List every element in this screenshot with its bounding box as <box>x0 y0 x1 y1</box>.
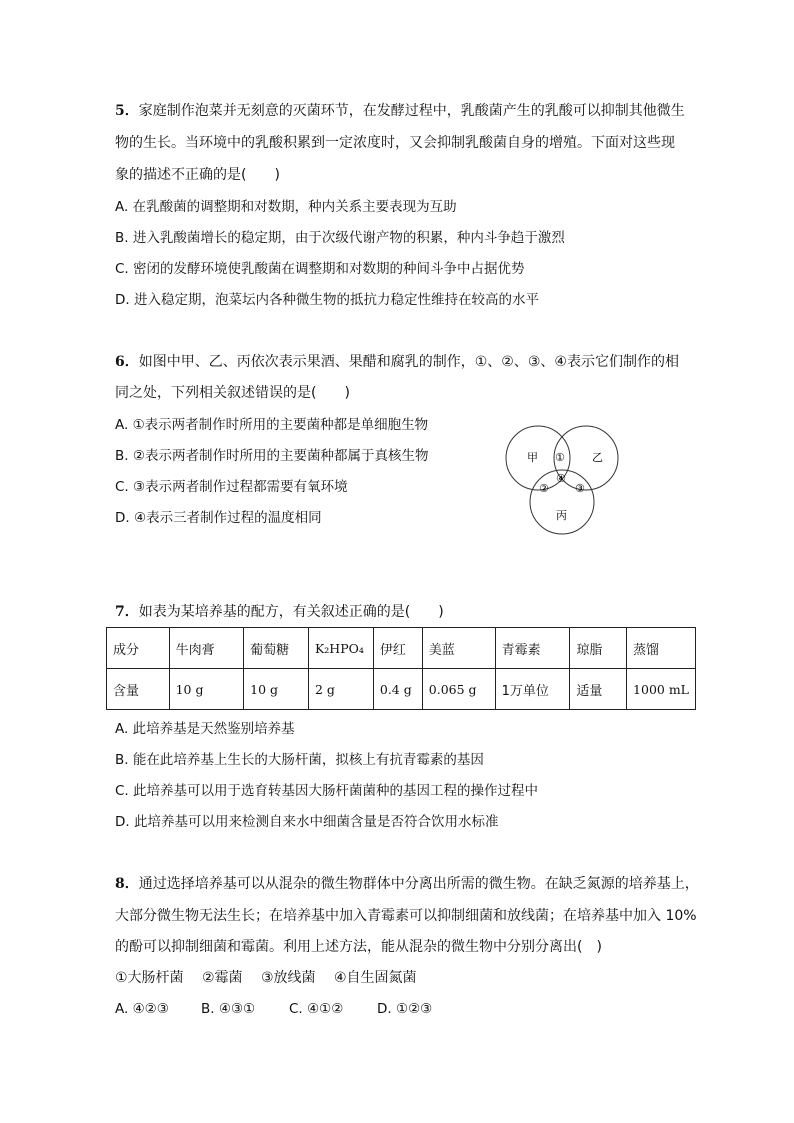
table-header-cell: 含量 <box>107 669 170 710</box>
q6-option-d: D. ④表示三者制作过程的温度相同 <box>115 510 322 526</box>
table-cell: 1000 mL <box>627 669 696 710</box>
q7-option-b: B. 能在此培养基上生长的大肠杆菌，拟核上有抗青霉素的基因 <box>115 752 484 768</box>
medium-recipe-table <box>106 627 696 710</box>
q6-option-c: C. ③表示两者制作过程都需要有氧环境 <box>115 479 348 495</box>
table-cell: 青霉素 <box>495 628 570 669</box>
table-cell: 10 g <box>244 669 309 710</box>
q5-option-c: C. 密闭的发酵环境使乳酸菌在调整期和对数期的种间斗争中占据优势 <box>115 261 525 277</box>
table-cell: K₂HPO₄ <box>308 628 373 669</box>
q6-number: 6． <box>115 354 139 370</box>
q8-stem-line-3: 的酚可以抑制细菌和霉菌。利用上述方法，能从混杂的微生物中分别分离出( ) <box>115 939 602 955</box>
table-cell: 葡萄糖 <box>244 628 309 669</box>
q7-option-d: D. 此培养基可以用来检测自来水中细菌含量是否符合饮用水标准 <box>115 814 499 830</box>
q8-choices <box>115 999 432 1019</box>
q6-option-b: B. ②表示两者制作时所用的主要菌种都属于真核生物 <box>115 448 429 464</box>
q5-stem-line-2: 物的生长。当环境中的乳酸积累到一定浓度时，又会抑制乳酸菌自身的增殖。下面对这些现 <box>115 135 675 151</box>
q8-stem-line-1: 8．通过选择培养基可以从混杂的微生物群体中分离出所需的微生物。在缺乏氮源的培养基上， <box>115 876 699 892</box>
q5-stem-line-3: 象的描述不正确的是( ) <box>115 167 280 183</box>
q8-choice-a: A. ④②③ <box>115 1001 169 1017</box>
q7-option-c: C. 此培养基可以用于选育转基因大肠杆菌菌种的基因工程的操作过程中 <box>115 783 539 799</box>
q8-choice-b: B. ④③① <box>201 1001 256 1017</box>
table-cell: 10 g <box>169 669 244 710</box>
q6-stem-line-1: 6．如图中甲、乙、丙依次表示果酒、果醋和腐乳的制作，①、②、③、④表示它们制作的相 <box>115 354 679 370</box>
q8-number: 8． <box>115 876 139 892</box>
table-header-cell: 成分 <box>107 628 170 669</box>
table-row <box>107 628 696 669</box>
venn-region-4: ④ <box>556 472 566 485</box>
table-row <box>107 669 696 710</box>
venn-region-1: ① <box>555 451 565 464</box>
table-cell: 美蓝 <box>422 628 495 669</box>
q7-number: 7． <box>115 604 139 620</box>
table-cell: 1万单位 <box>495 669 570 710</box>
table-cell: 琼脂 <box>570 628 627 669</box>
venn-region-2: ② <box>539 482 549 495</box>
q6-option-a: A. ①表示两者制作时所用的主要菌种都是单细胞生物 <box>115 417 429 433</box>
q8-choice-c: C. ④①② <box>289 1001 344 1017</box>
table-cell: 0.4 g <box>373 669 422 710</box>
venn-diagram <box>500 422 630 540</box>
table-cell: 伊红 <box>373 628 422 669</box>
q5-stem-line-1: 5．家庭制作泡菜并无刻意的灭菌环节，在发酵过程中，乳酸菌产生的乳酸可以抑制其他微生 <box>115 103 685 119</box>
q5-option-d: D. 进入稳定期，泡菜坛内各种微生物的抵抗力稳定性维持在较高的水平 <box>115 292 539 308</box>
q8-choice-d: D. ①②③ <box>377 1001 433 1017</box>
q8-items: ①大肠杆菌 ②霉菌 ③放线菌 ④自生固氮菌 <box>115 970 417 986</box>
q5-option-a: A. 在乳酸菌的调整期和对数期，种内关系主要表现为互助 <box>115 199 457 215</box>
q6-stem-line-2: 同之处，下列相关叙述错误的是( ) <box>115 385 350 401</box>
q7-option-a: A. 此培养基是天然鉴别培养基 <box>115 721 295 737</box>
q5-option-b: B. 进入乳酸菌增长的稳定期，由于次级代谢产物的积累，种内斗争趋于激烈 <box>115 230 565 246</box>
q8-stem-line-2: 大部分微生物无法生长；在培养基中加入青霉素可以抑制细菌和放线菌；在培养基中加入 10% <box>115 908 697 924</box>
venn-region-3: ③ <box>575 482 585 495</box>
table-cell: 2 g <box>308 669 373 710</box>
table-cell: 0.065 g <box>422 669 495 710</box>
q5-number: 5． <box>115 103 139 119</box>
q7-stem: 7．如表为某培养基的配方，有关叙述正确的是( ) <box>115 604 444 620</box>
venn-label-yi: 乙 <box>592 451 603 464</box>
venn-label-jia: 甲 <box>527 451 538 464</box>
venn-label-bing: 丙 <box>556 509 567 522</box>
table-cell: 蒸馏 <box>627 628 696 669</box>
table-cell: 适量 <box>570 669 627 710</box>
table-cell: 牛肉膏 <box>169 628 244 669</box>
